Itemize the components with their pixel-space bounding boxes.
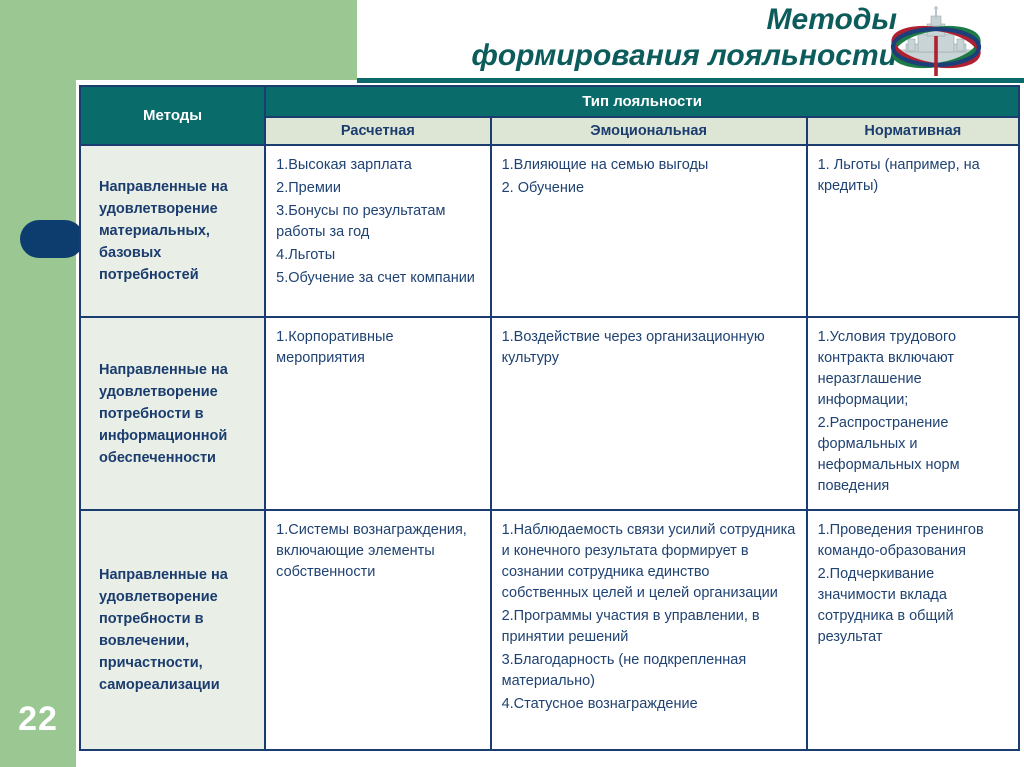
list-item: 3.Бонусы по результатам работы за год [276, 203, 446, 240]
header-methods: Методы [80, 86, 265, 145]
list-item: 1.Проведения тренингов командо-образования [817, 522, 984, 559]
cell-normative [807, 145, 1019, 317]
table-row [80, 510, 1019, 750]
left-green-panel [0, 0, 76, 767]
list-item: 2.Распространение формальных и неформальных норм поведения [817, 415, 960, 494]
table-header-row-group [80, 86, 1019, 117]
list-item: 1.Корпоративные мероприятия [276, 329, 394, 366]
list-item: 3.Благодарность (не подкрепленная материально) [501, 652, 747, 689]
loyalty-methods-table [79, 85, 1020, 751]
table-row [80, 317, 1019, 510]
list-item: 2.Премии [276, 180, 341, 196]
list-item: 1. Льготы (например, на кредиты) [817, 157, 980, 194]
list-item: 2.Подчеркивание значимости вклада сотрудника в общий результат [817, 566, 954, 645]
page-title-line-2: формирования лояльности [471, 39, 897, 72]
list-item: 2.Программы участия в управлении, в принятии решений [501, 608, 760, 645]
cell-normative [807, 317, 1019, 510]
list-item: 4.Льготы [276, 247, 336, 263]
list-item: 1.Системы вознаграждения, включающие элементы собственности [276, 522, 467, 580]
cell-emotional [491, 510, 807, 750]
list-item: 1.Условия трудового контракта включают неразглашение информации; [817, 329, 957, 408]
msu-emblem-icon [884, 6, 988, 80]
list-item: 2. Обучение [501, 180, 585, 196]
page-number: 22 [18, 700, 58, 738]
header-column-emotional: Эмоциональная [491, 117, 807, 145]
cell-emotional [491, 145, 807, 317]
row-method-label: Направленные на удовлетворение потребности в информационной обеспеченности [80, 317, 265, 510]
table-row [80, 145, 1019, 317]
list-item: 1.Воздействие через организационную культуру [501, 329, 765, 366]
row-method-label: Направленные на удовлетворение материальных, базовых потребностей [80, 145, 265, 317]
list-item: 1.Высокая зарплата [276, 157, 412, 173]
row-method-label: Направленные на удовлетворение потребности в вовлечении, причастности, самореализации [80, 510, 265, 750]
cell-normative [807, 510, 1019, 750]
page-title-line-1: Методы [766, 3, 897, 36]
cell-calculated [265, 317, 490, 510]
header-column-normative: Нормативная [807, 117, 1019, 145]
list-item: 1.Наблюдаемость связи усилий сотрудника и конечного результата формирует в сознании сотрудника единство собственных целей и целей организации [501, 522, 796, 601]
header-loyalty-type: Тип лояльности [265, 86, 1019, 117]
nav-pill-indicator[interactable] [20, 220, 84, 258]
list-item: 1.Влияющие на семью выгоды [501, 157, 709, 173]
list-item: 4.Статусное вознаграждение [501, 696, 698, 712]
top-green-band [0, 0, 357, 80]
cell-calculated [265, 510, 490, 750]
cell-emotional [491, 317, 807, 510]
page-title [357, 2, 897, 74]
cell-calculated [265, 145, 490, 317]
list-item: 5.Обучение за счет компании [276, 270, 475, 286]
header-divider [357, 78, 1024, 83]
header-column-calculated: Расчетная [265, 117, 490, 145]
